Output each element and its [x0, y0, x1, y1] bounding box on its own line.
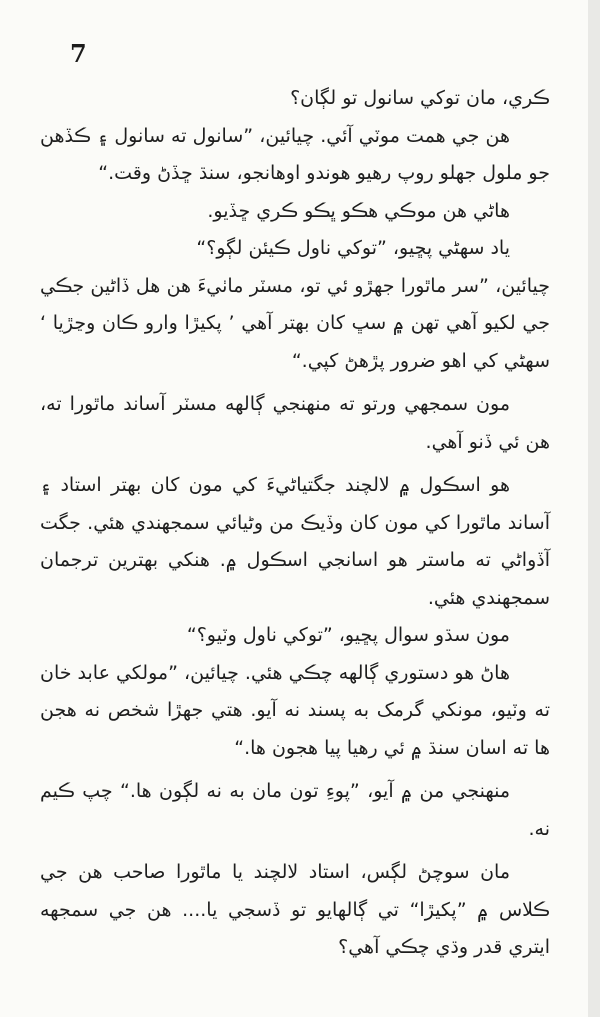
- paragraph: مون سڌو سوال پڇيو، ”توکي ناول وٽيو؟“: [186, 624, 510, 646]
- paragraph: چيائين، ”سر ماٿورا جهڙو ئي تو، مسٽر ماٺيءَ هن هل ڏاڻين جڪي جي لکيو آهي تهن ۾ سڀ کان بهتر آهي ’ پکيڙا وارو ڪان وڃڙيا ‘ سهڻي کي اهو ضرور پڙهڻ کپي.“: [40, 274, 550, 372]
- paragraph: ڪري، مان توکي سانول تو لڳان؟: [290, 87, 550, 109]
- paragraph: مان سوچڻ لڳس، استاد لالچند يا ماٿورا صاحب هن جي ڪلاس ۾ ”پکيڙا“ تي ڳالهايو تو ڏسجي يا.... هن جي سمجهه ايتري قدر وڌي چڪي آهي؟: [40, 861, 550, 958]
- page-number: 7: [70, 39, 87, 68]
- paragraph: هاڻ هو دستوري ڳالهه چڪي هئي. چيائين، ”مولکي عابد خان ته وٽيو، مونکي گرمک به پسند نه آيو. هتي جهڙا شخص نه هجن ها ته اسان سنڌ ۾ ئي رهيا پيا هجون ها.“: [40, 661, 550, 759]
- paragraph: هن جي همت موٽي آئي. چيائين، ”سانول ته سانول ۽ ڪڏهن جو ملول جهلو روپ رهيو هوندو اوهانجو، سنڌ ڇڏڻ وقت.“: [40, 124, 550, 184]
- paragraph: هو اسڪول ۾ لالچند جگتياڻيءَ کي مون کان بهتر استاد ۽ آساند ماٿورا کي مون کان وڏيڪ من وڻيائي سمجهندي هئي. جگت آڏواڻي ته ماستر هو اسانجي اسڪول ۾. هنکي بهترين ترجمان سمجهندي هئي.: [40, 474, 550, 609]
- paragraph: ياد سهڻي پڇيو، ”توکي ناول ڪيئن لڳو؟“: [196, 237, 510, 259]
- paragraph: هاڻي هن موڪي هڪو ڀڪو ڪري ڇڏيو.: [207, 199, 510, 222]
- paragraph: منهنجي من ۾ آيو، ”پوءِ تون مان به نه لڳون ها.“ چپ ڪيم نه.: [40, 780, 550, 840]
- body-text: [40, 80, 550, 967]
- paragraph: مون سمجهي ورتو ته منهنجي ڳالهه مسٽر آساند ماٿورا ته، هن ئي ڏنو آهي.: [40, 393, 550, 453]
